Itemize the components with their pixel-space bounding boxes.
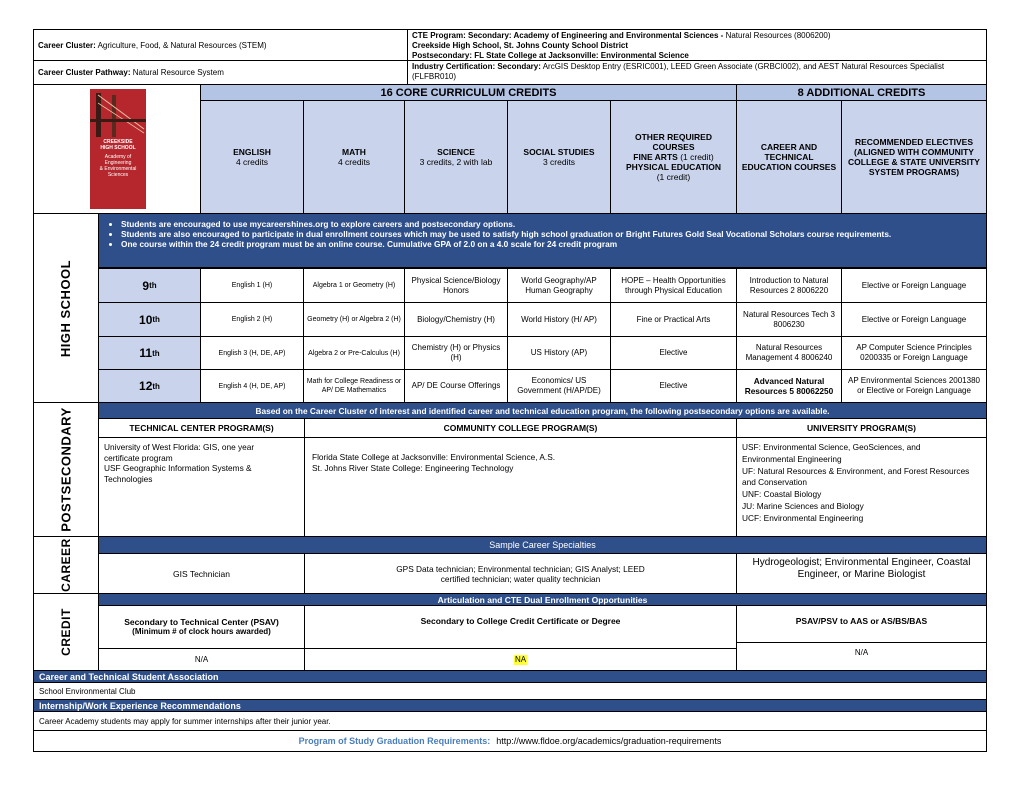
credit-label: CREDIT [33, 593, 99, 671]
tech-line: Technologies [104, 473, 153, 484]
career-university: Hydrogeologist; Environmental Engineer, Coastal Engineer, or Marine Biologist [736, 553, 987, 594]
logo-line6: Sciences [107, 172, 129, 178]
school-logo [90, 89, 146, 209]
logo-cell [33, 84, 201, 214]
col-header-cte: CAREER AND TECHNICAL EDUCATION COURSES [736, 100, 842, 214]
course-cell-other: Elective [610, 369, 737, 403]
course-cell-english: English 4 (H, DE, AP) [200, 369, 304, 403]
course-cell-cte: Natural Resources Management 4 8006240 [736, 336, 842, 370]
course-cell-math: Algebra 1 or Geometry (H) [303, 268, 405, 303]
course-cell-cte: Natural Resources Tech 3 8006230 [736, 302, 842, 337]
credit-col1-title: Secondary to Technical Center (PSAV) [124, 617, 279, 627]
community-college-title: COMMUNITY COLLEGE PROGRAM(S) [304, 418, 737, 438]
univ-line: JU: Marine Sciences and Biology [742, 500, 864, 511]
career-label: CAREER [33, 536, 99, 594]
grade-number: 9 [142, 278, 150, 293]
univ-line: Environmental Engineering [742, 453, 842, 464]
grade-suffix: th [152, 315, 160, 324]
industry-value: ArcGIS Desktop Entry (ESRIC001), LEED Green Associate (GRBCI002), and AEST Natural Resources Specialist (FLFBR010) [412, 62, 945, 81]
course-cell-cte: Introduction to Natural Resources 2 8006220 [736, 268, 842, 303]
pe-label: PHYSICAL EDUCATION [625, 162, 722, 172]
postsecondary-label: POSTSECONDARY [33, 402, 99, 537]
course-cell-math: Algebra 2 or Pre-Calculus (H) [303, 336, 405, 370]
course-cell-english: English 3 (H, DE, AP) [200, 336, 304, 370]
grade-label [98, 302, 201, 337]
header-cte-cell [407, 29, 987, 61]
other-title: OTHER REQUIRED COURSES [635, 132, 712, 152]
cluster-label: Career Cluster: [38, 40, 96, 50]
course-cell-social: US History (AP) [507, 336, 611, 370]
university-programs [736, 437, 987, 537]
grade-number: 12 [139, 379, 153, 393]
course-cell-social: Economics/ US Government (H/AP/DE) [507, 369, 611, 403]
fine-arts-label: FINE ARTS [633, 152, 678, 162]
note-1: • Students are encouraged to use mycareershines.org to explore careers and postsecondary options. [121, 219, 986, 229]
career-technical: GIS Technician [98, 553, 305, 594]
credit-col2-value: NA [514, 654, 527, 664]
internship-title: Internship/Work Experience Recommendations [33, 699, 987, 712]
note-2: • Students are also encouraged to participate in dual enrollment courses which may be used to satisfy high school graduation or Bright Futures Gold Seal Vocational Scholars course requirements. [121, 229, 986, 239]
course-cell-other: Fine or Practical Arts [610, 302, 737, 337]
cte-line1-rest: Natural Resources (8006200) [725, 31, 831, 40]
pe-credit: (1 credit) [656, 172, 691, 182]
col-header-electives [841, 100, 987, 214]
bridge-icon [90, 89, 146, 139]
univ-line: UNF: Coastal Biology [742, 489, 822, 500]
course-cell-elective: AP Computer Science Principles 0200335 or Foreign Language [841, 336, 987, 370]
additional-credits-title: 8 ADDITIONAL CREDITS [736, 84, 987, 101]
association-title: Career and Technical Student Association [33, 670, 987, 683]
logo-line2: HIGH SCHOOL [100, 145, 136, 151]
course-cell-math: Geometry (H) or Algebra 2 (H) [303, 302, 405, 337]
course-cell-elective: AP Environmental Sciences 2001380 or Elective or Foreign Language [841, 369, 987, 403]
credit-col1-value: N/A [98, 648, 305, 671]
grade-suffix: th [152, 348, 160, 358]
cte-line3: Postsecondary: FL State College at Jacksonville: Environmental Science [412, 51, 689, 60]
header-pathway-cell [33, 60, 408, 85]
course-cell-other: Elective [610, 336, 737, 370]
credit-col2-header: Secondary to College Credit Certificate or Degree [304, 605, 737, 649]
university-title: UNIVERSITY PROGRAM(S) [736, 418, 987, 438]
col-header-science [404, 100, 508, 214]
credit-col1-sub: (Minimum # of clock hours awarded) [132, 627, 271, 636]
cc-line: St. Johns River State College: Engineering Technology [312, 462, 514, 473]
col-header-math [303, 100, 405, 214]
col-header-other [610, 100, 737, 214]
tech-line: USF Geographic Information Systems & [104, 463, 252, 473]
electives-title: RECOMMENDED ELECTIVES [854, 137, 974, 147]
tech-center-programs [98, 437, 305, 537]
course-cell-elective: Elective or Foreign Language [841, 268, 987, 303]
tech-center-title: TECHNICAL CENTER PROGRAM(S) [98, 418, 305, 438]
industry-label: Industry Certification: Secondary: [412, 62, 541, 71]
fine-arts-credit: (1 credit) [680, 152, 714, 162]
core-credits-title: 16 CORE CURRICULUM CREDITS [200, 84, 737, 101]
credit-col3-header: PSAV/PSV to AAS or AS/BS/BAS [736, 605, 987, 643]
cluster-value: Agriculture, Food, & Natural Resources (STEM) [97, 40, 267, 50]
cte-line1-bold: CTE Program: Secondary: Academy of Engineering and Environmental Sciences - [412, 31, 724, 40]
grade-label [98, 336, 201, 370]
grade-label [98, 369, 201, 403]
tech-line: certificate program [104, 452, 173, 463]
footer-row [33, 730, 987, 752]
course-cell-math: Math for College Readiness or AP/ DE Mathematics [303, 369, 405, 403]
course-cell-social: World Geography/AP Human Geography [507, 268, 611, 303]
association-value: School Environmental Club [33, 682, 987, 700]
credit-banner: Articulation and CTE Dual Enrollment Opportunities [98, 593, 987, 606]
grade-suffix: th [152, 381, 160, 391]
electives-sub: (ALIGNED WITH COMMUNITY COLLEGE & STATE UNIVERSITY SYSTEM PROGRAMS) [848, 147, 980, 177]
header-industry-cell [407, 60, 987, 85]
credit-col2-value-cell [304, 648, 737, 671]
grade-number: 11 [139, 346, 153, 360]
math-title: MATH [342, 147, 366, 157]
course-cell-other: HOPE – Health Opportunities through Physical Education [610, 268, 737, 303]
course-cell-social: World History (H/ AP) [507, 302, 611, 337]
pathway-label: Career Cluster Pathway: [38, 68, 131, 77]
logo-line1: CREEKSIDE [103, 139, 133, 145]
footer-url-link[interactable]: http://www.fldoe.org/academics/graduation-requirements [496, 736, 722, 746]
cte-line2: Creekside High School, St. Johns County School District [412, 41, 629, 50]
science-title: SCIENCE [437, 147, 475, 157]
univ-line: and Conservation [742, 477, 808, 488]
career-college: GPS Data technician; Environmental technician; GIS Analyst; LEED certified technician; water quality technician [304, 553, 737, 594]
career-banner: Sample Career Specialties [98, 536, 987, 554]
univ-line: USF: Environmental Science, GeoSciences, and [742, 442, 921, 452]
course-cell-science: Biology/Chemistry (H) [404, 302, 508, 337]
logo-line5: & Environmental [99, 166, 137, 172]
community-college-programs [304, 437, 737, 537]
social-sub: 3 credits [542, 157, 576, 167]
cc-line: Florida State College at Jacksonville: Environmental Science, A.S. [312, 452, 556, 462]
course-cell-science: Physical Science/Biology Honors [404, 268, 508, 303]
grade-suffix: th [149, 281, 157, 290]
course-cell-science: Chemistry (H) or Physics (H) [404, 336, 508, 370]
social-title: SOCIAL STUDIES [523, 147, 595, 157]
logo-line4: Engineering [104, 160, 132, 166]
tech-line: University of West Florida: GIS, one year [104, 442, 255, 452]
course-cell-science: AP/ DE Course Offerings [404, 369, 508, 403]
footer-label: Program of Study Graduation Requirements: [298, 736, 491, 746]
math-sub: 4 credits [337, 157, 371, 167]
science-sub: 3 credits, 2 with lab [419, 157, 493, 167]
pathway-value: Natural Resource System [132, 68, 224, 77]
univ-line: UCF: Environmental Engineering [742, 512, 864, 523]
note-3: • One course within the 24 credit program must be an online course. Cumulative GPA of 2.0 on a 4.0 scale for 24 credit program [121, 239, 986, 249]
course-cell-cte: Advanced Natural Resources 5 80062250 [736, 369, 842, 403]
col-header-social-studies [507, 100, 611, 214]
course-cell-english: English 1 (H) [200, 268, 304, 303]
col-header-english [200, 100, 304, 214]
course-cell-english: English 2 (H) [200, 302, 304, 337]
high-school-label: HIGH SCHOOL [33, 213, 99, 403]
credit-col1-header [98, 605, 305, 649]
english-title: ENGLISH [233, 147, 271, 157]
english-sub: 4 credits [235, 157, 269, 167]
high-school-notes [98, 213, 987, 268]
postsecondary-banner: Based on the Career Cluster of interest and identified career and technical education program, the following postsecondary options are available. [98, 402, 987, 419]
univ-line: UF: Natural Resources & Environment, and Forest Resources [742, 465, 970, 476]
grade-number: 10 [139, 312, 153, 327]
grade-label [98, 268, 201, 303]
credit-col3-value: N/A [736, 642, 987, 671]
logo-line3: Academy of [104, 154, 132, 160]
internship-value: Career Academy students may apply for summer internships after their junior year. [33, 711, 987, 731]
header-cluster-cell [33, 29, 408, 61]
course-cell-elective: Elective or Foreign Language [841, 302, 987, 337]
